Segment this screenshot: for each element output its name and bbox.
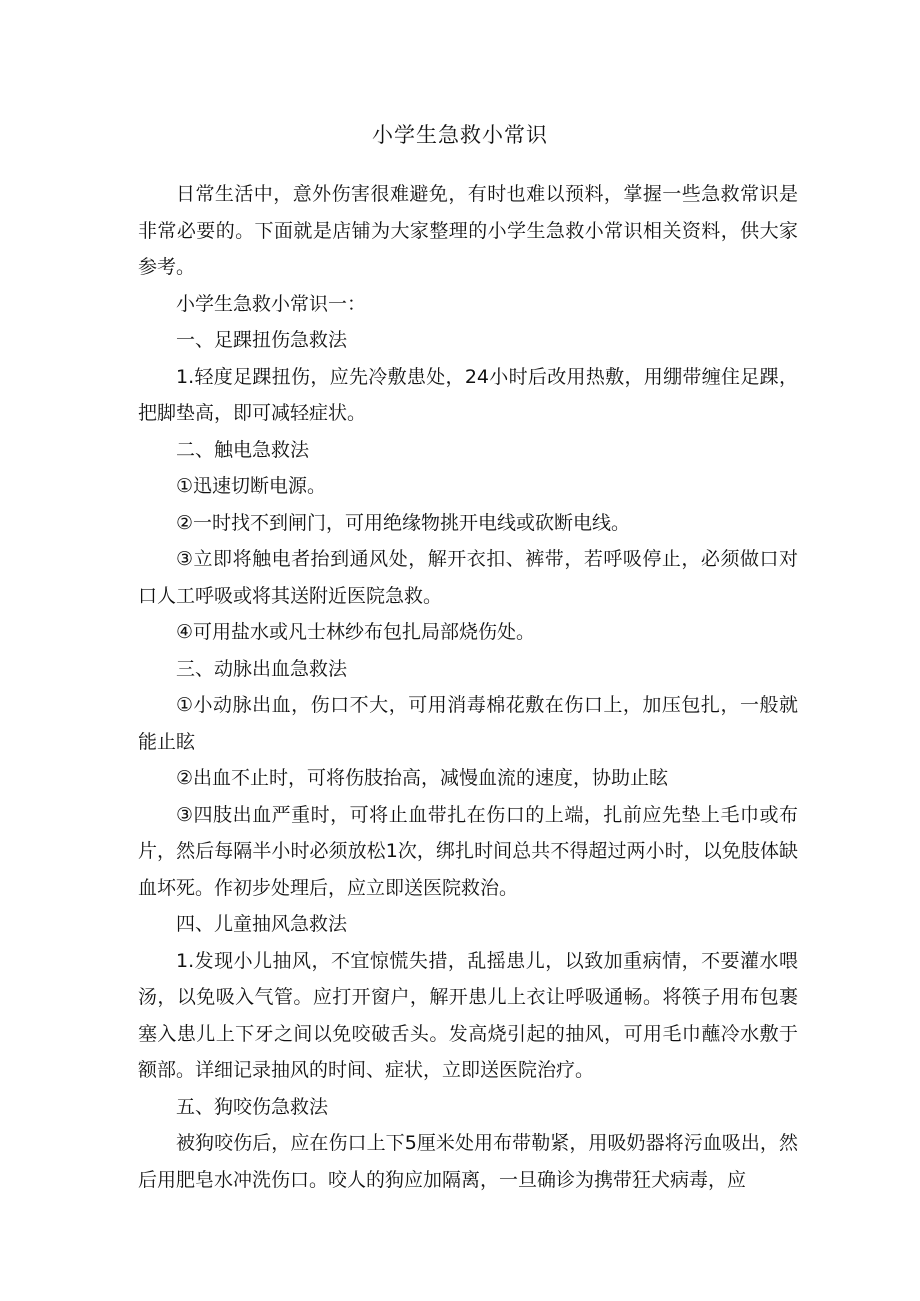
document-body bbox=[138, 176, 798, 1198]
section-heading-part-one: 小学生急救小常识一： bbox=[176, 292, 367, 315]
paragraph-shock-step-4: ④可用盐水或凡士林纱布包扎局部烧伤处。 bbox=[176, 621, 536, 643]
heading-ankle-sprain: 一、足踝扭伤急救法 bbox=[176, 329, 348, 351]
heading-child-convulsion: 四、儿童抽风急救法 bbox=[176, 913, 348, 935]
paragraph-bleeding-step-3: ③四肢出血严重时，可将止血带扎在伤口的上端，扎前应先垫上毛巾或布片，然后每隔半小时必须放松1次，绑扎时间总共不得超过两小时，以免肢体缺血坏死。作初步处理后，应立即送医院救治。 bbox=[138, 803, 798, 899]
paragraph-ankle-sprain: 1.轻度足踝扭伤，应先冷敷患处，24小时后改用热敷，用绷带缠住足踝，把脚垫高，即可减轻症状。 bbox=[138, 365, 798, 424]
paragraph-shock-step-2: ②一时找不到闸门，可用绝缘物挑开电线或砍断电线。 bbox=[176, 511, 631, 534]
paragraph-dog-bite: 被狗咬伤后，应在伤口上下5厘米处用布带勒紧，用吸奶器将污血吸出，然后用肥皂水冲洗伤口。咬人的狗应加隔离，一旦确诊为携带狂犬病毒，应 bbox=[138, 1132, 798, 1191]
paragraph-shock-step-1: ①迅速切断电源。 bbox=[176, 475, 327, 497]
heading-electric-shock: 二、触电急救法 bbox=[176, 438, 310, 461]
paragraph-bleeding-step-2: ②出血不止时，可将伤肢抬高，减慢血流的速度，协助止眩 bbox=[176, 767, 669, 789]
paragraph-child-convulsion: 1.发现小儿抽风，不宜惊慌失措，乱摇患儿，以致加重病情，不要灌水喂汤，以免吸入气管。应打开窗户，解开患儿上衣让呼吸通畅。将筷子用布包裹塞入患儿上下牙之间以免咬破舌头。发高烧引起的抽风，可用毛巾蘸冷水敷于额部。详细记录抽风的时间、症状，立即送医院治疗。 bbox=[138, 949, 798, 1081]
document-title: 小学生急救小常识 bbox=[372, 123, 548, 147]
heading-arterial-bleeding: 三、动脉出血急救法 bbox=[176, 657, 348, 680]
paragraph-bleeding-step-1: ①小动脉出血，伤口不大，可用消毒棉花敷在伤口上，加压包扎，一般就能止眩 bbox=[138, 694, 798, 753]
paragraph-intro: 日常生活中，意外伤害很难避免，有时也难以预料，掌握一些急救常识是非常必要的。下面就是店铺为大家整理的小学生急救小常识相关资料，供大家参考。 bbox=[138, 183, 798, 278]
paragraph-shock-step-3: ③立即将触电者抬到通风处，解开衣扣、裤带，若呼吸停止，必须做口对口人工呼吸或将其送附近医院急救。 bbox=[138, 548, 798, 607]
heading-dog-bite: 五、狗咬伤急救法 bbox=[176, 1095, 329, 1118]
